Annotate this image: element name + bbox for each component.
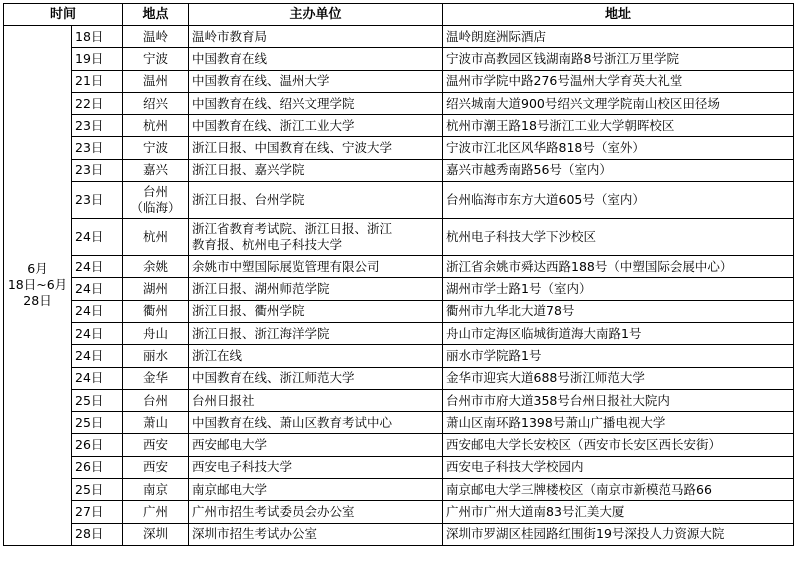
organizer-cell: 广州市招生考试委员会办公室: [189, 501, 443, 523]
day-cell: 23日: [72, 115, 123, 137]
place-cell: [123, 182, 189, 219]
address-cell: 台州市市府大道358号台州日报社大院内: [443, 389, 794, 411]
place-line: 台州: [143, 184, 169, 200]
day-cell: 24日: [72, 345, 123, 367]
place-cell: 宁波: [123, 48, 189, 70]
place-cell: 台州: [123, 389, 189, 411]
organizer-line: 教育报、杭州电子科技大学: [192, 237, 343, 253]
header-place: 地点: [123, 4, 189, 26]
day-cell: 23日: [72, 182, 123, 219]
table-row: [4, 412, 794, 434]
address-cell: 西安邮电大学长安校区（西安市长安区西长安街）: [443, 434, 794, 456]
address-cell: 广州市广州大道南83号汇美大厦: [443, 501, 794, 523]
table-row: [4, 456, 794, 478]
day-cell: 22日: [72, 92, 123, 114]
place-cell: 宁波: [123, 137, 189, 159]
header-row: [4, 4, 794, 26]
place-cell: 广州: [123, 501, 189, 523]
organizer-cell: 余姚市中塑国际展览管理有限公司: [189, 256, 443, 278]
table-row: [4, 48, 794, 70]
place-cell: 南京: [123, 479, 189, 501]
organizer-cell: 浙江日报、台州学院: [189, 182, 443, 219]
address-cell: 宁波市高教园区钱湖南路8号浙江万里学院: [443, 48, 794, 70]
address-cell: 杭州电子科技大学下沙校区: [443, 219, 794, 256]
organizer-cell: 台州日报社: [189, 389, 443, 411]
place-cell: 丽水: [123, 345, 189, 367]
place-cell: 温岭: [123, 26, 189, 48]
table-row: [4, 479, 794, 501]
period-line: 18日~6月: [7, 277, 68, 293]
place-cell: 温州: [123, 70, 189, 92]
organizer-cell: 浙江日报、浙江海洋学院: [189, 322, 443, 344]
day-cell: 25日: [72, 412, 123, 434]
address-cell: 湖州市学士路1号（室内）: [443, 278, 794, 300]
address-cell: 深圳市罗湖区桂园路红围街19号深投人力资源大院: [443, 523, 794, 545]
address-cell: 舟山市定海区临城街道海大南路1号: [443, 322, 794, 344]
place-cell: 嘉兴: [123, 159, 189, 181]
organizer-cell: 浙江日报、嘉兴学院: [189, 159, 443, 181]
table-row: [4, 501, 794, 523]
address-cell: 温岭朗庭洲际酒店: [443, 26, 794, 48]
organizer-cell: 温岭市教育局: [189, 26, 443, 48]
organizer-cell: [189, 219, 443, 256]
address-cell: 衢州市九华北大道78号: [443, 300, 794, 322]
day-cell: 25日: [72, 389, 123, 411]
table-row: [4, 115, 794, 137]
place-cell: 深圳: [123, 523, 189, 545]
table-row: [4, 92, 794, 114]
table-row: [4, 345, 794, 367]
organizer-cell: 浙江日报、湖州师范学院: [189, 278, 443, 300]
table-row: [4, 322, 794, 344]
header-time: 时间: [4, 4, 123, 26]
place-cell: 舟山: [123, 322, 189, 344]
place-cell: 金华: [123, 367, 189, 389]
organizer-cell: 中国教育在线: [189, 48, 443, 70]
day-cell: 19日: [72, 48, 123, 70]
place-cell: 杭州: [123, 219, 189, 256]
table-row: [4, 300, 794, 322]
address-cell: 丽水市学院路1号: [443, 345, 794, 367]
day-cell: 26日: [72, 456, 123, 478]
organizer-cell: 西安邮电大学: [189, 434, 443, 456]
table-row: [4, 278, 794, 300]
place-line: （临海）: [130, 200, 181, 216]
address-cell: 萧山区南环路1398号萧山广播电视大学: [443, 412, 794, 434]
address-cell: 金华市迎宾大道688号浙江师范大学: [443, 367, 794, 389]
address-cell: 南京邮电大学三牌楼校区（南京市新模范马路66: [443, 479, 794, 501]
place-cell: 衢州: [123, 300, 189, 322]
day-cell: 28日: [72, 523, 123, 545]
period-line: 28日: [23, 293, 52, 309]
place-cell: 西安: [123, 456, 189, 478]
day-cell: 18日: [72, 26, 123, 48]
table-row: [4, 137, 794, 159]
organizer-cell: 中国教育在线、绍兴文理学院: [189, 92, 443, 114]
organizer-cell: 深圳市招生考试办公室: [189, 523, 443, 545]
table-row: [4, 367, 794, 389]
address-cell: 嘉兴市越秀南路56号（室内）: [443, 159, 794, 181]
address-cell: 台州临海市东方大道605号（室内）: [443, 182, 794, 219]
organizer-cell: 中国教育在线、浙江师范大学: [189, 367, 443, 389]
schedule-table: [3, 3, 794, 546]
place-cell: 杭州: [123, 115, 189, 137]
day-cell: 24日: [72, 256, 123, 278]
table-row: [4, 26, 794, 48]
table-row: [4, 434, 794, 456]
address-cell: 浙江省余姚市舜达西路188号（中塑国际会展中心）: [443, 256, 794, 278]
address-cell: 温州市学院中路276号温州大学育英大礼堂: [443, 70, 794, 92]
address-cell: 杭州市潮王路18号浙江工业大学朝晖校区: [443, 115, 794, 137]
day-cell: 24日: [72, 219, 123, 256]
organizer-line: 浙江省教育考试院、浙江日报、浙江: [192, 221, 393, 237]
table-row: [4, 389, 794, 411]
day-cell: 23日: [72, 159, 123, 181]
day-cell: 23日: [72, 137, 123, 159]
organizer-cell: 浙江日报、衢州学院: [189, 300, 443, 322]
organizer-cell: 西安电子科技大学: [189, 456, 443, 478]
place-cell: 绍兴: [123, 92, 189, 114]
day-cell: 24日: [72, 300, 123, 322]
address-cell: 绍兴城南大道900号绍兴文理学院南山校区田径场: [443, 92, 794, 114]
organizer-cell: 中国教育在线、温州大学: [189, 70, 443, 92]
place-cell: 西安: [123, 434, 189, 456]
place-cell: 湖州: [123, 278, 189, 300]
table-row: [4, 182, 794, 219]
header-address: 地址: [443, 4, 794, 26]
day-cell: 24日: [72, 322, 123, 344]
table-row: [4, 523, 794, 545]
period-line: 6月: [27, 261, 48, 277]
period-cell: [4, 26, 72, 546]
table-row: [4, 219, 794, 256]
day-cell: 27日: [72, 501, 123, 523]
table-row: [4, 159, 794, 181]
day-cell: 26日: [72, 434, 123, 456]
address-cell: 宁波市江北区风华路818号（室外）: [443, 137, 794, 159]
place-cell: 萧山: [123, 412, 189, 434]
table-row: [4, 70, 794, 92]
table-row: [4, 256, 794, 278]
organizer-cell: 中国教育在线、浙江工业大学: [189, 115, 443, 137]
organizer-cell: 浙江日报、中国教育在线、宁波大学: [189, 137, 443, 159]
header-organizer: 主办单位: [189, 4, 443, 26]
address-cell: 西安电子科技大学校园内: [443, 456, 794, 478]
organizer-cell: 中国教育在线、萧山区教育考试中心: [189, 412, 443, 434]
day-cell: 24日: [72, 278, 123, 300]
place-cell: 余姚: [123, 256, 189, 278]
day-cell: 21日: [72, 70, 123, 92]
day-cell: 25日: [72, 479, 123, 501]
organizer-cell: 南京邮电大学: [189, 479, 443, 501]
day-cell: 24日: [72, 367, 123, 389]
organizer-cell: 浙江在线: [189, 345, 443, 367]
